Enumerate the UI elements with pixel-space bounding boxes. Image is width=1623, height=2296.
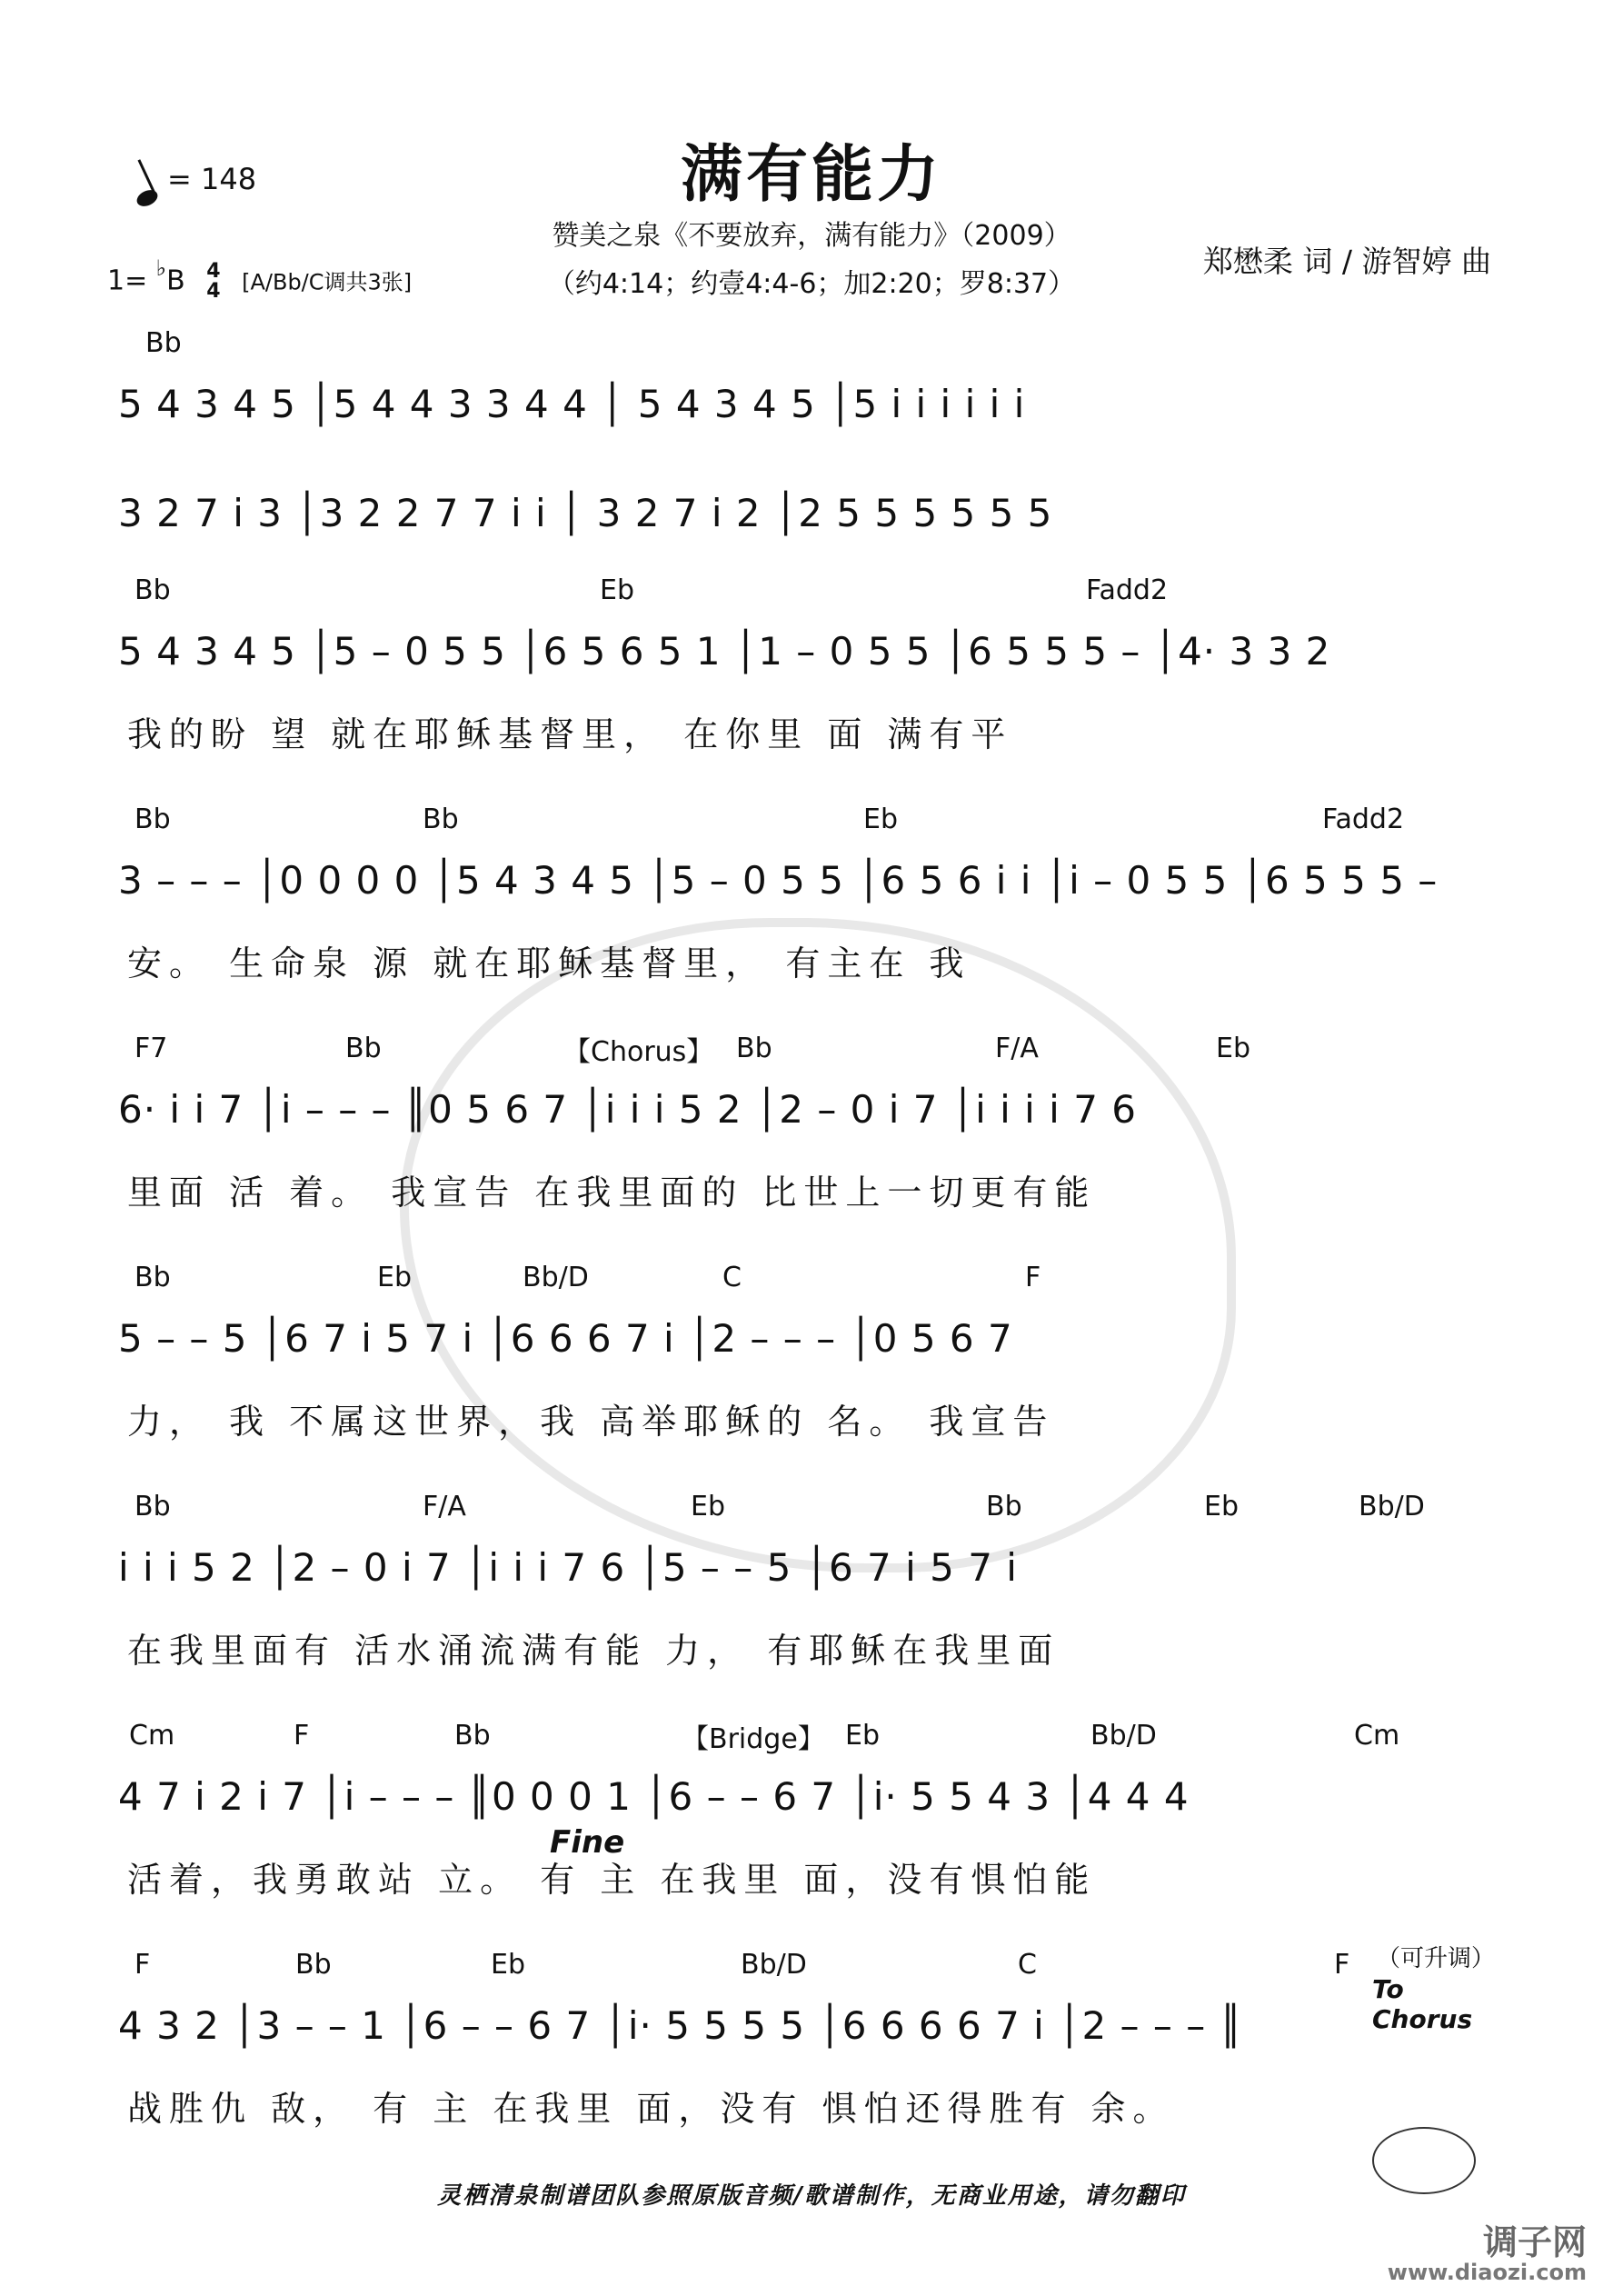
chord-label: Eb	[1216, 1033, 1250, 1064]
chord-label: Cm	[1354, 1720, 1400, 1752]
notes-line: 6· i i 7 │i – – – ║0 5 6 7 │i i i 5 2 │2 – 0 i 7 │i i i i 7 6	[118, 1087, 1137, 1132]
chord-label: Fadd2	[1322, 804, 1405, 835]
album-subtitle: 赞美之泉《不要放弃，满有能力》（2009）	[552, 220, 1071, 252]
chord-label: C	[722, 1262, 742, 1293]
chord-label: Bb	[134, 804, 171, 835]
lyrics-line: 在我里面有 活水涌流满有能 力， 有耶稣在我里面	[127, 1631, 1060, 1671]
chord-label: Bb	[145, 327, 182, 359]
notes-line: 5 4 3 4 5 │5 4 4 3 3 4 4 │ 5 4 3 4 5 │5 i i i i i i	[118, 382, 1026, 426]
score-system	[118, 1720, 1507, 1929]
chord-label: Eb	[600, 574, 634, 606]
notes-line: 4 3 2 │3 – – 1 │6 – – 6 7 │i· 5 5 5 5 │6 6 6 6 7 i │2 – – – ║	[118, 2003, 1243, 2048]
to-chorus-mark: To Chorus	[1372, 1974, 1473, 2034]
chord-label: Bb	[134, 574, 171, 606]
notes-line: 4 7 i 2 i 7 │i – – – ║0 0 0 1 │6 – – 6 7 │i· 5 5 4 3 │4 4 4	[118, 1774, 1190, 1819]
chord-label: F7	[134, 1033, 168, 1064]
notes-line-harmony: 3 2 7 i 3 │3 2 2 7 7 i i │ 3 2 7 i 2 │2 5 5 5 5 5 5	[118, 491, 1053, 535]
chord-label: Bb/D	[523, 1262, 589, 1293]
tempo-value: = 148	[167, 162, 257, 196]
chord-label: Eb	[845, 1720, 880, 1752]
chord-label: Eb	[691, 1491, 725, 1522]
score-system	[118, 574, 1507, 784]
notes-line: 5 – – 5 │6 7 i 5 7 i │6 6 6 7 i │2 – – – │0 5 6 7	[118, 1316, 1013, 1361]
lyrics-line: 安。 生命泉 源 就在耶稣基督里， 有主在 我	[127, 943, 971, 983]
transpose-note: （可升调）	[1377, 1945, 1496, 1972]
chord-label: Bb	[423, 804, 459, 835]
chord-label: F	[134, 1949, 151, 1981]
chord-label: Bb	[134, 1262, 171, 1293]
lyrics-line: 力， 我 不属这世界，我 高举耶稣的 名。 我宣告	[127, 1402, 1055, 1442]
scripture-references: （约4:14；约壹4:4-6；加2:20；罗8:37）	[547, 268, 1076, 300]
key-prefix: 1=	[107, 265, 148, 297]
notes-line: 5 4 3 4 5 │5 – 0 5 5 │6 5 6 5 1 │1 – 0 5 5 │6 5 5 5 – │4· 3 3 2	[118, 629, 1331, 674]
chord-label: Bb/D	[741, 1949, 807, 1981]
chord-label: Bb	[295, 1949, 332, 1981]
chord-label: F/A	[423, 1491, 466, 1522]
chord-label: F	[294, 1720, 310, 1752]
credits: 郑懋柔 词 / 游智婷 曲	[1202, 244, 1491, 279]
chord-label: Eb	[377, 1262, 412, 1293]
fine-mark: Fine	[550, 1824, 625, 1861]
site-logo: 调子网	[1482, 2222, 1587, 2262]
chord-label: Bb	[345, 1033, 382, 1064]
chord-label: Bb	[986, 1491, 1022, 1522]
key-hint: [A/Bb/C调共3张]	[242, 269, 413, 295]
score-system	[118, 327, 1507, 554]
time-signature	[206, 262, 220, 302]
section-label-chorus: 【Chorus】	[563, 1036, 714, 1068]
score-system	[118, 1491, 1507, 1700]
section-label-bridge: 【Bridge】	[682, 1723, 825, 1755]
flat-sign: ♭	[155, 255, 167, 281]
chord-label: Bb	[736, 1033, 772, 1064]
notes-line: i i i 5 2 │2 – 0 i 7 │i i i 7 6 │5 – – 5 │6 7 i 5 7 i	[118, 1545, 1018, 1590]
chord-label: Bb/D	[1090, 1720, 1157, 1752]
site-url: www.diaozi.com	[1387, 2260, 1587, 2285]
chord-label: Bb	[454, 1720, 491, 1752]
key-signature	[107, 255, 413, 303]
time-bottom: 4	[206, 280, 221, 303]
footer-note: 灵栖清泉制谱团队参照原版音频/歌谱制作，无商业用途，请勿翻印	[437, 2182, 1186, 2210]
notes-line: 3 – – – │0 0 0 0 │5 4 3 4 5 │5 – 0 5 5 │6 5 6 i i │i – 0 5 5 │6 5 5 5 –	[118, 858, 1439, 903]
lyrics-line: 里面 活 着。 我宣告 在我里面的 比世上一切更有能	[127, 1173, 1097, 1213]
chord-label: Fadd2	[1086, 574, 1169, 606]
key-letter: B	[166, 265, 185, 297]
lyrics-line: 战胜仇 敌， 有 主 在我里 面，没有 惧怕还得胜有 余。	[127, 2089, 1175, 2129]
chord-label: Eb	[1204, 1491, 1239, 1522]
score-system	[118, 1945, 1507, 2158]
chord-label: F/A	[995, 1033, 1039, 1064]
chord-label: F	[1334, 1949, 1350, 1981]
time-top: 4	[206, 260, 221, 283]
chord-label: Bb	[134, 1491, 171, 1522]
lyrics-line: 我的盼 望 就在耶稣基督里， 在你里 面 满有平	[127, 714, 1013, 754]
chord-label: Cm	[129, 1720, 175, 1752]
page-title: 满有能力	[680, 139, 942, 211]
chord-label: F	[1025, 1262, 1041, 1293]
score-system	[118, 804, 1507, 1013]
chord-label: Eb	[863, 804, 898, 835]
chord-label: C	[1018, 1949, 1037, 1981]
watermark-logo	[400, 918, 1236, 1572]
chord-label: Eb	[491, 1949, 525, 1981]
lyrics-line: 活着，我勇敢站 立。 有 主 在我里 面，没有惧怕能	[127, 1860, 1097, 1900]
score-system	[118, 1262, 1507, 1471]
chord-label: Bb/D	[1359, 1491, 1425, 1522]
score-system	[118, 1033, 1507, 1242]
